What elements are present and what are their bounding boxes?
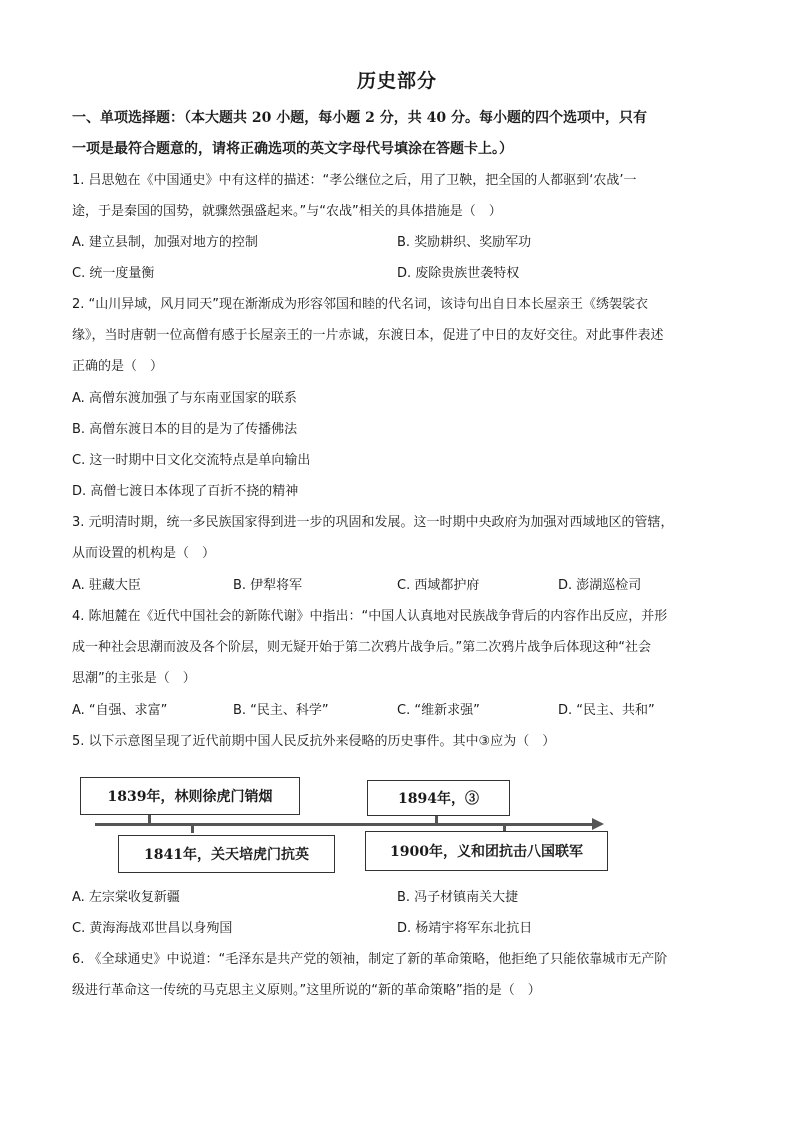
question-2-option-d[interactable]: D. 高僧七渡日本体现了百折不挠的精神 bbox=[72, 484, 299, 499]
timeline-event-1839: 1839年，林则徐虎门销烟 bbox=[80, 777, 300, 815]
question-1-option-b[interactable]: B. 奖励耕织、奖励军功 bbox=[397, 235, 532, 250]
question-5-line-1: 5. 以下示意图呈现了近代前期中国人民反抗外来侵略的历史事件。其中③应为（ ） bbox=[72, 734, 556, 749]
question-4-line-3: 思潮”的主张是（ ） bbox=[72, 671, 196, 686]
question-4-line-1: 4. 陈旭麓在《近代中国社会的新陈代谢》中指出：“中国人认真地对民族战争背后的内容作出反应，并形 bbox=[72, 609, 668, 624]
question-2-line-3: 正确的是（ ） bbox=[72, 359, 164, 374]
question-1-option-d[interactable]: D. 废除贵族世袭特权 bbox=[397, 266, 520, 281]
question-4-option-d[interactable]: D. “民主、共和” bbox=[558, 703, 655, 718]
question-2-option-b[interactable]: B. 高僧东渡日本的目的是为了传播佛法 bbox=[72, 422, 298, 437]
question-6-line-1: 6. 《全球通史》中说道：“毛泽东是共产党的领袖，制定了新的革命策略，他拒绝了只能依靠城市无产阶 bbox=[72, 952, 668, 967]
timeline-event-1894: 1894年，③ bbox=[367, 780, 510, 816]
section-heading-line-2: 一项是最符合题意的，请将正确选项的英文字母代号填涂在答题卡上。） bbox=[72, 141, 513, 157]
timeline-event-1900: 1900年，义和团抗击八国联军 bbox=[365, 831, 608, 871]
timeline-arrow-head bbox=[592, 818, 604, 830]
question-2-option-c[interactable]: C. 这一时期中日文化交流特点是单向输出 bbox=[72, 453, 311, 468]
question-3-option-d[interactable]: D. 澎湖巡检司 bbox=[558, 578, 642, 593]
question-5-option-d[interactable]: D. 杨靖宇将军东北抗日 bbox=[397, 921, 533, 936]
question-3-option-a[interactable]: A. 驻藏大臣 bbox=[72, 578, 141, 593]
question-2-line-1: 2. “山川异域，风月同天”现在渐渐成为形容邻国和睦的代名词，该诗句出自日本长屋亲王《绣袈裟衣 bbox=[72, 297, 649, 312]
question-1-option-c[interactable]: C. 统一度量衡 bbox=[72, 266, 155, 281]
question-4-option-b[interactable]: B. “民主、科学” bbox=[233, 703, 329, 718]
timeline-tick-1894 bbox=[435, 815, 438, 823]
question-1-line-2: 途，于是秦国的国势，就骤然强盛起来。”与“农战”相关的具体措施是（ ） bbox=[72, 204, 502, 219]
question-4-option-a[interactable]: A. “自强、求富” bbox=[72, 703, 168, 718]
section-heading-line-1: 一、单项选择题：（本大题共 20 小题，每小题 2 分，共 40 分。每小题的四个选项中，只有 bbox=[72, 110, 647, 126]
question-3-option-c[interactable]: C. 西域都护府 bbox=[397, 578, 480, 593]
question-1-option-a[interactable]: A. 建立县制，加强对地方的控制 bbox=[72, 235, 258, 250]
question-2-line-2: 缘》，当时唐朝一位高僧有感于长屋亲王的一片赤诚，东渡日本，促进了中日的友好交往。对此事件表述 bbox=[72, 328, 664, 343]
timeline-tick-1839 bbox=[148, 815, 151, 823]
question-6-line-2: 级进行革命这一传统的马克思主义原则。”这里所说的“新的革命策略”指的是（ ） bbox=[72, 983, 541, 998]
question-3-option-b[interactable]: B. 伊犁将军 bbox=[233, 578, 303, 593]
question-4-line-2: 成一种社会思潮而波及各个阶层，则无疑开始于第二次鸦片战争后。”第二次鸦片战争后体现这种“社会 bbox=[72, 640, 651, 655]
question-1-line-1: 1. 吕思勉在《中国通史》中有这样的描述：“孝公继位之后，用了卫鞅，把全国的人都驱到‘农战’一 bbox=[72, 173, 637, 188]
question-5-option-c[interactable]: C. 黄海海战邓世昌以身殉国 bbox=[72, 921, 233, 936]
question-5-option-b[interactable]: B. 冯子材镇南关大捷 bbox=[397, 890, 519, 905]
question-5-option-a[interactable]: A. 左宗棠收复新疆 bbox=[72, 890, 180, 905]
question-2-option-a[interactable]: A. 高僧东渡加强了与东南亚国家的联系 bbox=[72, 391, 297, 406]
question-4-option-c[interactable]: C. “维新求强” bbox=[397, 703, 480, 718]
page-title: 历史部分 bbox=[356, 70, 437, 92]
question-3-line-1: 3. 元明清时期，统一多民族国家得到进一步的巩固和发展。这一时期中央政府为加强对西域地区的管辖， bbox=[72, 515, 674, 530]
timeline-axis bbox=[95, 823, 595, 826]
timeline-tick-1841 bbox=[191, 825, 194, 833]
timeline-event-1841: 1841年，关天培虎门抗英 bbox=[118, 835, 335, 873]
question-3-line-2: 从而设置的机构是（ ） bbox=[72, 546, 216, 561]
